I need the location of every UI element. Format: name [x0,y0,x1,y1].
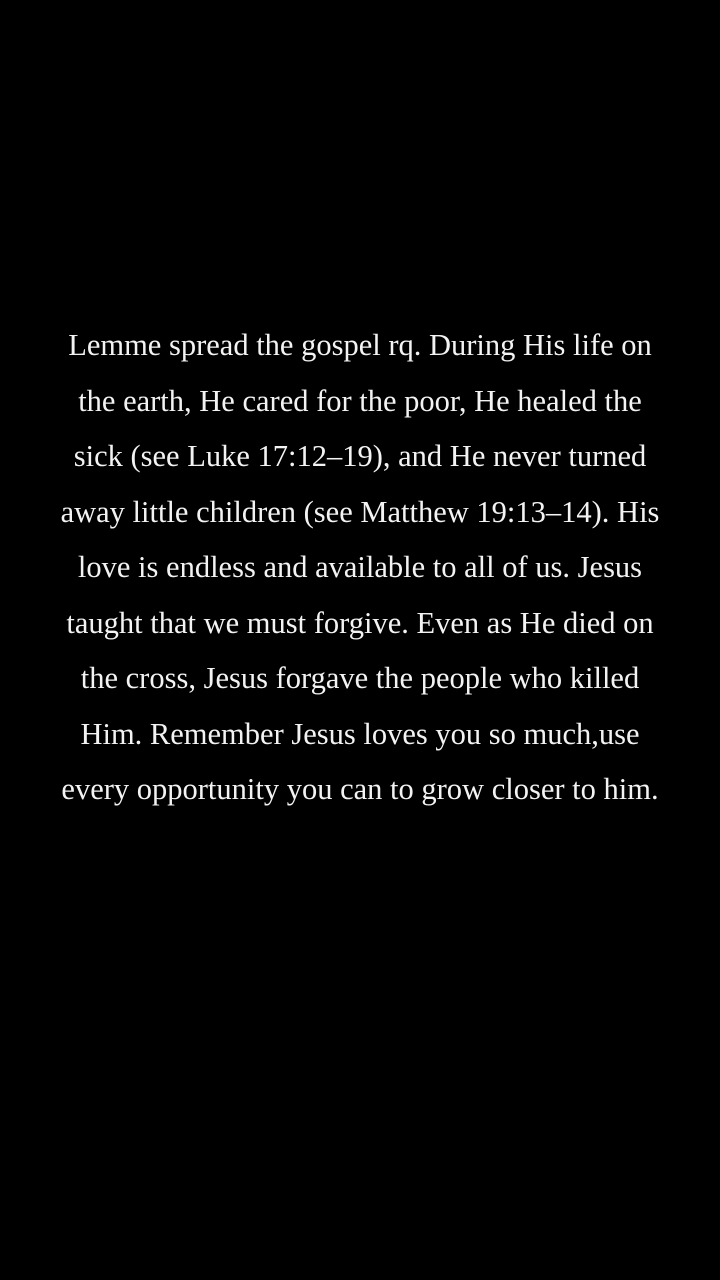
quote-line: the cross, Jesus forgave the people who killed [80,661,640,695]
quote-text [0,318,720,818]
quote-line: every opportunity you can to grow closer to him. [61,772,659,806]
quote-line: sick (see Luke 17:12–19), and He never turned [73,439,647,473]
quote-line: love is endless and available to all of us. Jesus [77,550,643,584]
quote-line: taught that we must forgive. Even as He died on [66,605,654,640]
quote-line: away little children (see Matthew 19:13–14). His [60,494,660,529]
quote-line: Lemme spread the gospel rq. During His life on [68,328,652,362]
quote-line: Him. Remember Jesus loves you so much,use [80,716,640,751]
quote-line: the earth, He cared for the poor, He healed the [78,383,642,418]
